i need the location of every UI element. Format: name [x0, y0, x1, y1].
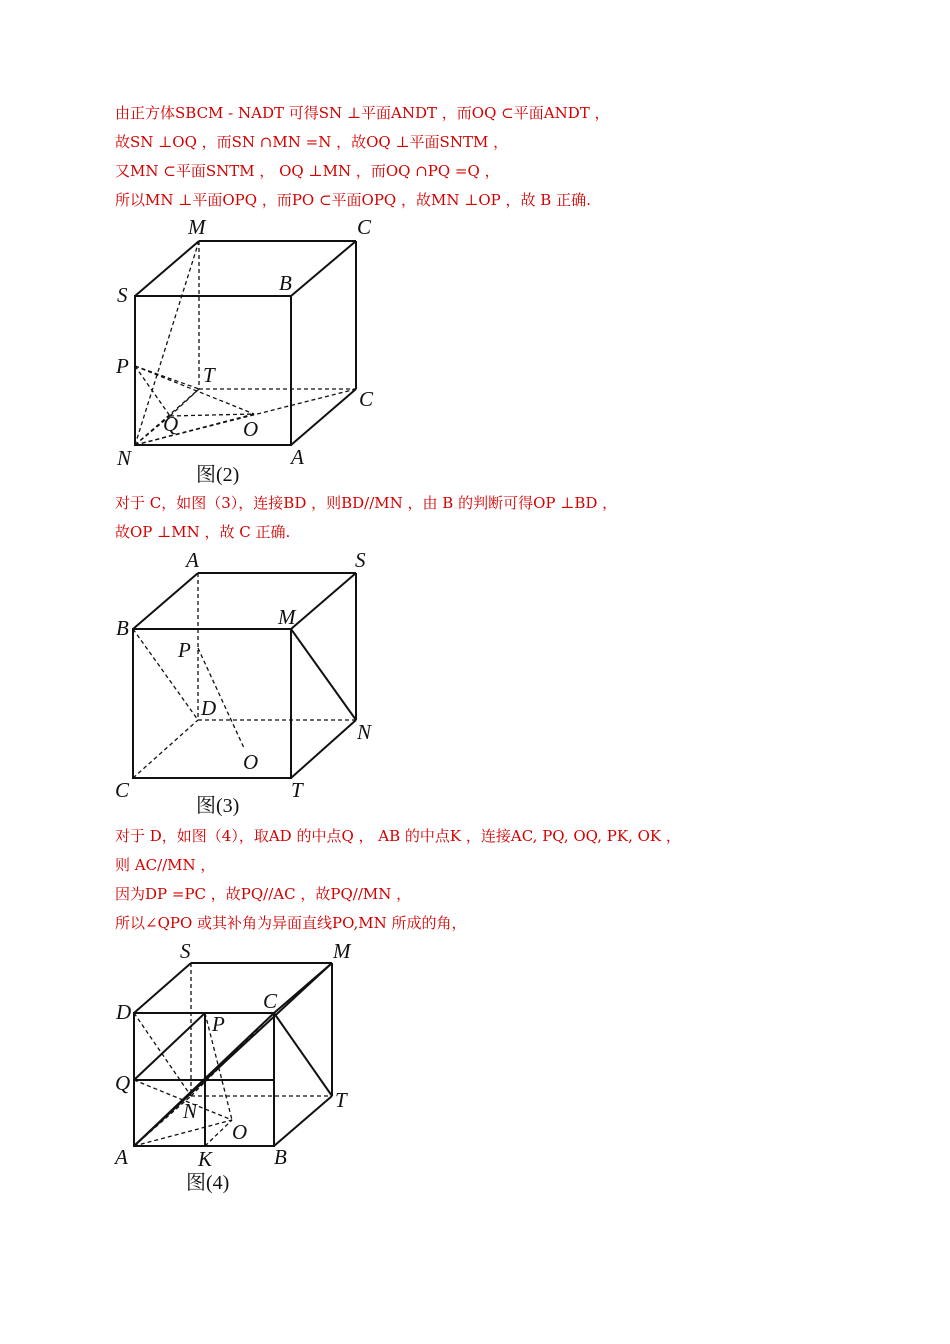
fig3-label-B: B	[116, 616, 129, 640]
fig4-label-D: D	[116, 1000, 132, 1024]
text-line-9: 因为DP =PC ，故PQ//AC ，故PQ//MN ，	[115, 885, 412, 903]
text-line-7: 对于 D，如图（4），取AD 的中点Q ， AB 的中点K ，连接AC, PQ, OQ, PK, OK ，	[115, 827, 681, 845]
fig2-label-M: M	[188, 215, 206, 239]
fig2-label-B: B	[279, 271, 292, 295]
fig4-label-A: A	[115, 1145, 128, 1169]
text-line-8: 则 AC//MN ，	[115, 856, 216, 874]
text-line-2: 故SN ⊥OQ ，而SN ∩MN =N ，故OQ ⊥平面SNTM ，	[115, 133, 509, 151]
fig4-label-T: T	[335, 1088, 347, 1112]
fig3-label-S: S	[355, 548, 366, 572]
fig4-label-S: S	[180, 939, 191, 963]
fig2-label-C-mid: C	[359, 387, 374, 411]
fig4-label-M: M	[333, 939, 351, 963]
text-line-10: 所以∠QPO 或其补角为异面直线PO,MN 所成的角，	[115, 914, 467, 932]
fig2-label-Q: Q	[163, 412, 179, 436]
text-line-4: 所以MN ⊥平面OPQ ，而PO ⊂平面OPQ ，故MN ⊥OP ，故 B 正确.	[115, 191, 591, 209]
fig3-label-O: O	[243, 750, 259, 774]
fig2-label-N: N	[117, 446, 132, 470]
fig4-label-N: N	[183, 1099, 198, 1123]
fig3-label-M: M	[278, 605, 296, 629]
fig4-label-Q: Q	[115, 1071, 131, 1095]
fig4-caption: 图(4)	[186, 1172, 230, 1194]
fig2-label-C-top: C	[357, 215, 372, 239]
fig4-label-K: K	[198, 1147, 213, 1171]
fig2-label-A: A	[291, 445, 304, 469]
fig3-label-T: T	[291, 778, 303, 802]
text-line-3: 又MN ⊂平面SNTM ， OQ ⊥MN ，而OQ ∩PQ =Q ，	[115, 162, 500, 180]
fig3-label-C: C	[115, 778, 130, 802]
fig2-label-T: T	[203, 363, 215, 387]
fig2-caption: 图(2)	[196, 464, 240, 486]
fig4-label-C: C	[263, 989, 278, 1013]
fig4-label-B: B	[274, 1145, 287, 1169]
fig3-label-P: P	[178, 638, 191, 662]
fig3-label-A: A	[186, 548, 199, 572]
fig2-label-O: O	[243, 417, 259, 441]
text-line-5: 对于 C，如图（3），连接BD ，则BD//MN ，由 B 的判断可得OP ⊥BD ，	[115, 494, 618, 512]
text-line-6: 故OP ⊥MN ，故 C 正确.	[115, 523, 291, 541]
fig4-label-O: O	[232, 1120, 248, 1144]
fig4-label-P: P	[212, 1012, 225, 1036]
fig3-label-D: D	[201, 696, 217, 720]
fig3-label-N: N	[357, 720, 372, 744]
text-line-1: 由正方体SBCM - NADT 可得SN ⊥平面ANDT ，而OQ ⊂平面ANDT ，	[115, 104, 610, 122]
fig2-label-P: P	[116, 354, 129, 378]
fig2-label-S: S	[117, 283, 128, 307]
fig3-caption: 图(3)	[196, 795, 240, 817]
